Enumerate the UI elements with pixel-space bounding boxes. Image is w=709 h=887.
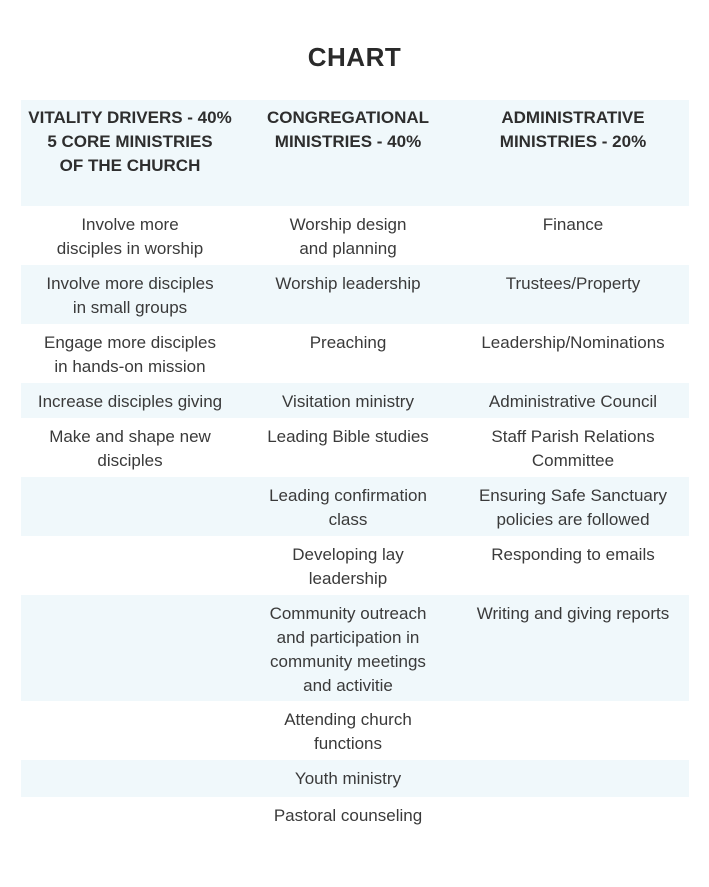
table-cell: Ensuring Safe Sanctuary policies are followed: [478, 486, 668, 529]
table-row: [21, 760, 689, 797]
table-cell: [457, 804, 689, 835]
table-cell: Trustees/Property: [505, 274, 641, 293]
table-cell: Worship design and planning: [289, 215, 407, 258]
table-row: [21, 701, 689, 760]
table-cell: Make and shape new disciples: [49, 427, 211, 470]
table-cell: [21, 484, 239, 536]
table-cell: Pastoral counseling: [273, 806, 423, 825]
table-cell: Staff Parish Relations Committee: [491, 427, 655, 470]
table-cell: Involve more disciples in worship: [56, 215, 204, 258]
table-row: [21, 477, 689, 536]
table-cell: Attending church functions: [284, 710, 412, 753]
table-cell: Leadership/Nominations: [481, 333, 665, 352]
table-row: [21, 383, 689, 418]
table-cell: Finance: [542, 215, 604, 234]
table-cell: Involve more disciples in small groups: [46, 274, 214, 317]
table-row: [21, 206, 689, 265]
header-text: ADMINISTRATIVE MINISTRIES - 20%: [499, 108, 647, 151]
header-administrative-ministries: [457, 100, 689, 206]
header-vitality-drivers: [21, 100, 239, 206]
table-row: [21, 324, 689, 383]
header-congregational-ministries: [239, 100, 457, 206]
table-cell: [21, 767, 239, 797]
table-cell: Administrative Council: [488, 392, 658, 411]
table-row: [21, 418, 689, 477]
table-row: [21, 536, 689, 595]
table-cell: [457, 767, 689, 797]
table-row: [21, 265, 689, 324]
table-cell: Increase disciples giving: [37, 392, 223, 411]
table-cell: [21, 602, 239, 701]
table-cell: Youth ministry: [294, 769, 402, 788]
table-header-row: [21, 100, 689, 206]
header-text: VITALITY DRIVERS - 40% 5 CORE MINISTRIES OF THE CHURCH: [28, 108, 232, 175]
page-title: CHART: [307, 42, 402, 72]
table-cell: Writing and giving reports: [476, 604, 670, 623]
table-cell: [21, 804, 239, 835]
table-cell: Community outreach and participation in community meetings and activitie: [269, 604, 427, 695]
table-cell: [21, 708, 239, 760]
table-row: [21, 595, 689, 701]
table-cell: [21, 543, 239, 595]
table-cell: Engage more disciples in hands-on mission: [44, 333, 216, 376]
header-text: CONGREGATIONAL MINISTRIES - 40%: [266, 108, 430, 151]
table-cell: Visitation ministry: [282, 392, 414, 411]
table-cell: Worship leadership: [275, 274, 421, 293]
table-cell: Developing lay leadership: [292, 545, 404, 588]
table-cell: Responding to emails: [491, 545, 655, 564]
table-cell: [457, 708, 689, 760]
table-cell: Leading Bible studies: [267, 427, 429, 446]
ministry-chart-table: [21, 100, 689, 835]
table-cell: Preaching: [309, 333, 387, 352]
table-cell: Leading confirmation class: [269, 486, 427, 529]
table-row: [21, 797, 689, 835]
